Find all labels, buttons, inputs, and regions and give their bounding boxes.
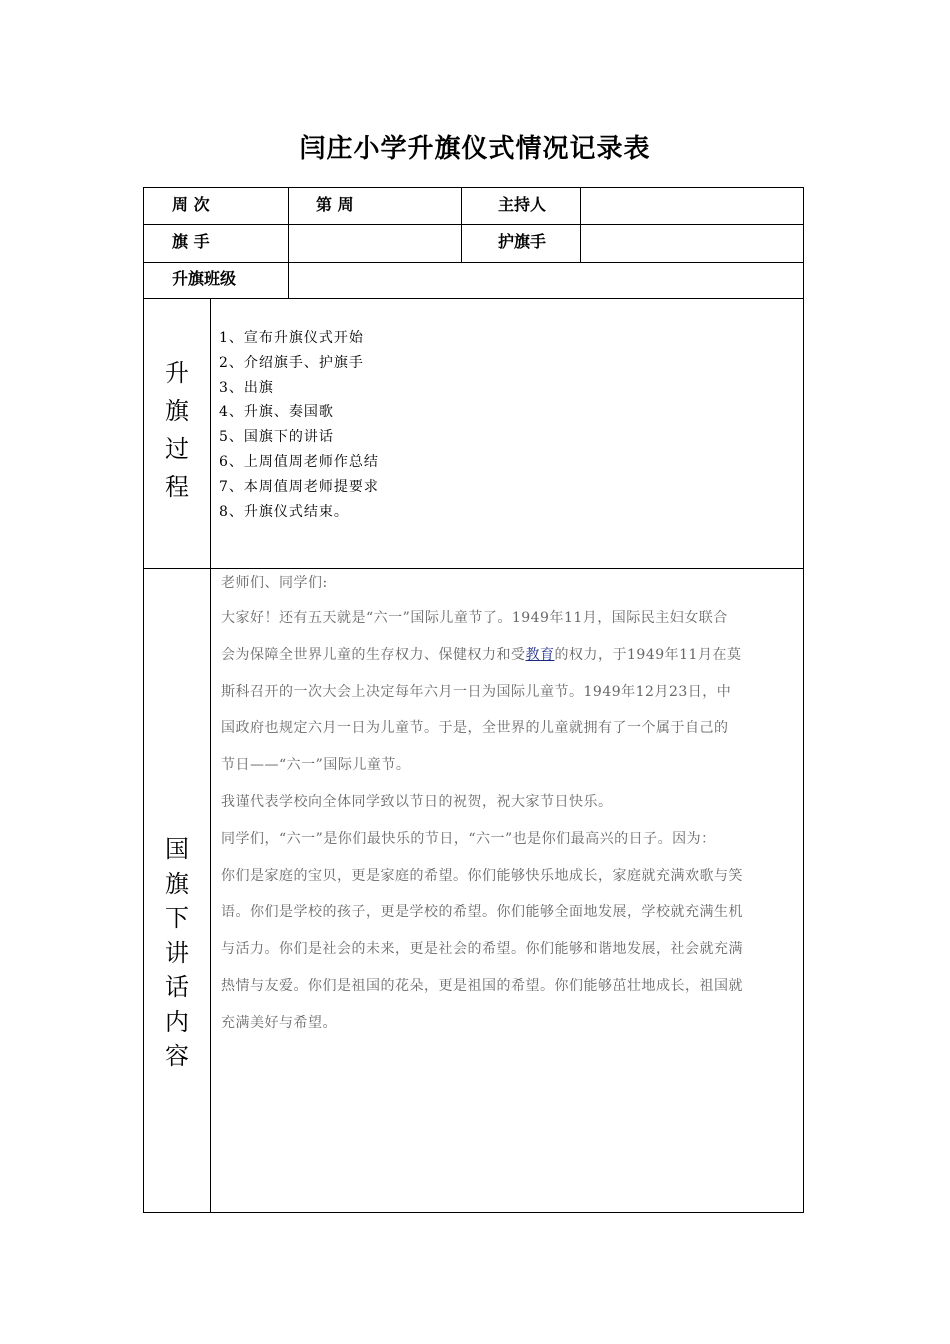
step-item: 1、宣布升旗仪式开始 <box>219 330 364 346</box>
speech-content <box>221 570 806 1042</box>
education-link[interactable]: 教育 <box>525 646 555 663</box>
speech-line: 热情与友爱。你们是祖国的花朵，更是祖国的希望。你们能够茁壮地成长，祖国就 <box>221 977 743 994</box>
speech-line-text: 会为保障全世界儿童的生存权力、保健权力和受 <box>221 646 526 663</box>
speech-greeting: 老师们、同学们: <box>221 575 328 591</box>
step-item: 6、上周值周老师作总结 <box>219 453 379 470</box>
step-item: 8、升旗仪式结束。 <box>219 503 349 520</box>
speech-label-char: 容 <box>165 1042 189 1070</box>
speech-line: 语。你们是学校的孩子，更是学校的希望。你们能够全面地发展，学校就充满生机 <box>221 904 743 921</box>
process-label <box>157 354 197 506</box>
step-item: 5、国旗下的讲话 <box>219 429 334 446</box>
step-item: 7、本周值周老师提要求 <box>219 478 379 495</box>
flag-bearer-field[interactable] <box>290 226 460 261</box>
speech-line: 与活力。你们是社会的未来，更是社会的希望。你们能够和谐地发展，社会就充满 <box>221 941 743 958</box>
speech-line <box>221 637 806 674</box>
process-label-char: 旗 <box>165 397 189 425</box>
speech-label-char: 讲 <box>165 938 189 967</box>
process-label-char: 过 <box>165 435 189 463</box>
speech-label-char: 国 <box>165 835 189 863</box>
speech-line: 我谨代表学校向全体同学致以节日的祝贺，祝大家节日快乐。 <box>221 793 613 810</box>
speech-label-char: 内 <box>165 1007 189 1036</box>
speech-line: 同学们，“六一”是你们最快乐的节日，“六一”也是你们最高兴的日子。因为： <box>221 830 716 847</box>
flag-guard-label: 护旗手 <box>498 232 547 251</box>
class-field[interactable] <box>290 264 802 297</box>
flag-guard-field[interactable] <box>582 226 802 261</box>
speech-label-char: 下 <box>165 904 189 932</box>
process-label-char: 升 <box>165 359 189 387</box>
step-item: 3、出旗 <box>219 379 274 396</box>
host-field[interactable] <box>582 189 802 223</box>
week-label: 周 次 <box>172 195 210 214</box>
speech-line: 充满美好与希望。 <box>221 1014 337 1031</box>
speech-label-char: 话 <box>165 973 189 1001</box>
speech-line-text: 的权力，于1949年11月在莫 <box>554 646 742 663</box>
process-label-char: 程 <box>165 473 189 501</box>
host-label: 主持人 <box>498 195 547 214</box>
step-item: 2、介绍旗手、护旗手 <box>219 354 364 371</box>
speech-line: 节日——“六一”国际儿童节。 <box>221 757 411 774</box>
class-label: 升旗班级 <box>172 269 237 288</box>
step-item: 4、升旗、奏国歌 <box>219 404 334 421</box>
flag-bearer-label: 旗 手 <box>172 232 210 251</box>
speech-label <box>157 832 197 1074</box>
speech-line: 斯科召开的一次大会上决定每年六月一日为国际儿童节。1949年12月23日，中 <box>221 683 732 700</box>
speech-line: 大家好！还有五天就是“六一”国际儿童节了。1949年11月，国际民主妇女联合 <box>221 610 728 626</box>
speech-line: 你们是家庭的宝贝，更是家庭的希望。你们能够快乐地成长，家庭就充满欢歌与笑 <box>221 867 743 884</box>
speech-line: 国政府也规定六月一日为儿童节。于是，全世界的儿童就拥有了一个属于自己的 <box>221 720 729 737</box>
process-steps <box>219 326 379 524</box>
speech-label-char: 旗 <box>165 869 189 898</box>
page-title: 闫庄小学升旗仪式情况记录表 <box>299 134 651 164</box>
week-value: 第 周 <box>316 195 354 214</box>
